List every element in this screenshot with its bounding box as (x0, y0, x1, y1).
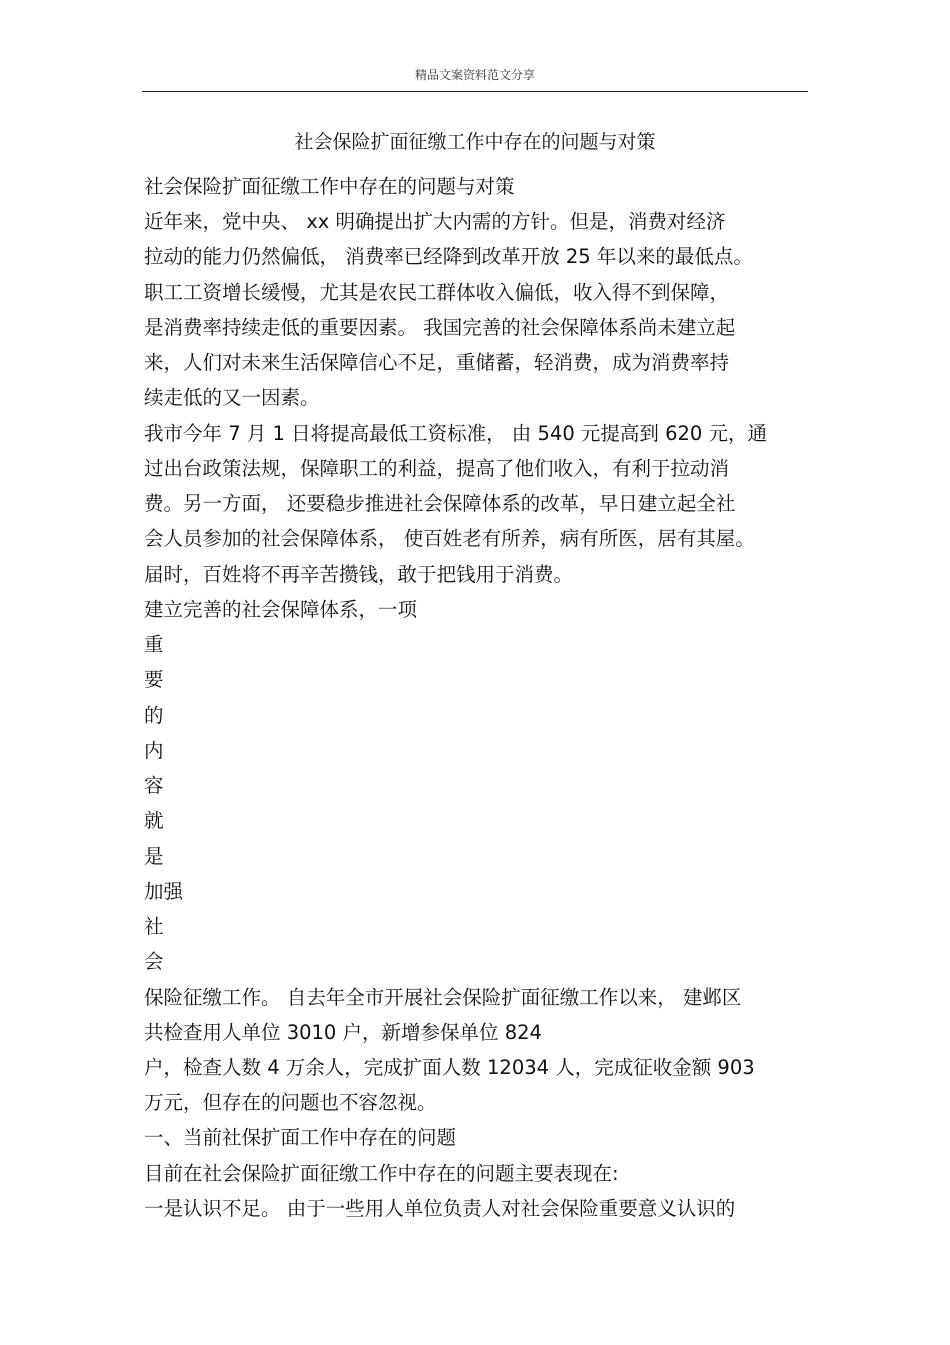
body-line: 会 (144, 950, 164, 973)
page-header: 精品文案资料范文分享 (414, 68, 535, 82)
body-line: 容 (144, 774, 164, 797)
body-line: 户，检查人数 4 万余人，完成扩面人数 12034 人，完成征收金额 903 (144, 1056, 755, 1079)
body-line: 万元，但存在的问题也不容忽视。 (144, 1091, 437, 1114)
header-divider (142, 91, 808, 92)
section-heading: 一、当前社保扩面工作中存在的问题 (144, 1126, 457, 1149)
body-line: 保险征缴工作。 自去年全市开展社会保险扩面征缴工作以来， 建邺区 (144, 986, 742, 1009)
body-line: 要 (144, 668, 164, 691)
body-line: 我市今年 7 月 1 日将提高最低工资标准， 由 540 元提高到 620 元，通 (144, 422, 768, 445)
body-line: 过出台政策法规，保障职工的利益，提高了他们收入，有利于拉动消 (144, 457, 730, 480)
body-line: 共检查用人单位 3010 户，新增参保单位 824 (144, 1021, 542, 1044)
body-line: 届时，百姓将不再辛苦攒钱，敢于把钱用于消费。 (144, 563, 574, 586)
body-line: 来，人们对未来生活保障信心不足，重储蓄，轻消费，成为消费率持 (144, 351, 730, 374)
body-line: 拉动的能力仍然偏低， 消费率已经降到改革开放 25 年以来的最低点。 (144, 245, 753, 268)
body-line: 费。另一方面， 还要稳步推进社会保障体系的改革，早日建立起全社 (144, 492, 736, 515)
body-line: 建立完善的社会保障体系，一项 (144, 598, 418, 621)
body-line: 社会保险扩面征缴工作中存在的问题与对策 (144, 175, 515, 198)
document-title: 社会保险扩面征缴工作中存在的问题与对策 (294, 131, 656, 153)
body-line: 是 (144, 845, 164, 868)
body-line: 的 (144, 704, 164, 727)
body-line: 就 (144, 809, 164, 832)
body-line: 一是认识不足。 由于一些用人单位负责人对社会保险重要意义认识的 (144, 1197, 736, 1220)
body-line: 是消费率持续走低的重要因素。 我国完善的社会保障体系尚未建立起 (144, 316, 736, 339)
body-line: 社 (144, 915, 164, 938)
body-line: 目前在社会保险扩面征缴工作中存在的问题主要表现在: (144, 1162, 619, 1185)
body-line: 加强 (144, 880, 184, 903)
body-line: 重 (144, 633, 164, 656)
body-line: 职工工资增长缓慢，尤其是农民工群体收入偏低，收入得不到保障， (144, 281, 730, 304)
body-line: 会人员参加的社会保障体系， 使百姓老有所养，病有所医，居有其屋。 (144, 527, 755, 550)
body-line: 近年来，党中央、 xx 明确提出扩大内需的方针。但是，消费对经济 (144, 210, 726, 233)
body-line: 续走低的又一因素。 (144, 386, 320, 409)
body-line: 内 (144, 739, 164, 762)
